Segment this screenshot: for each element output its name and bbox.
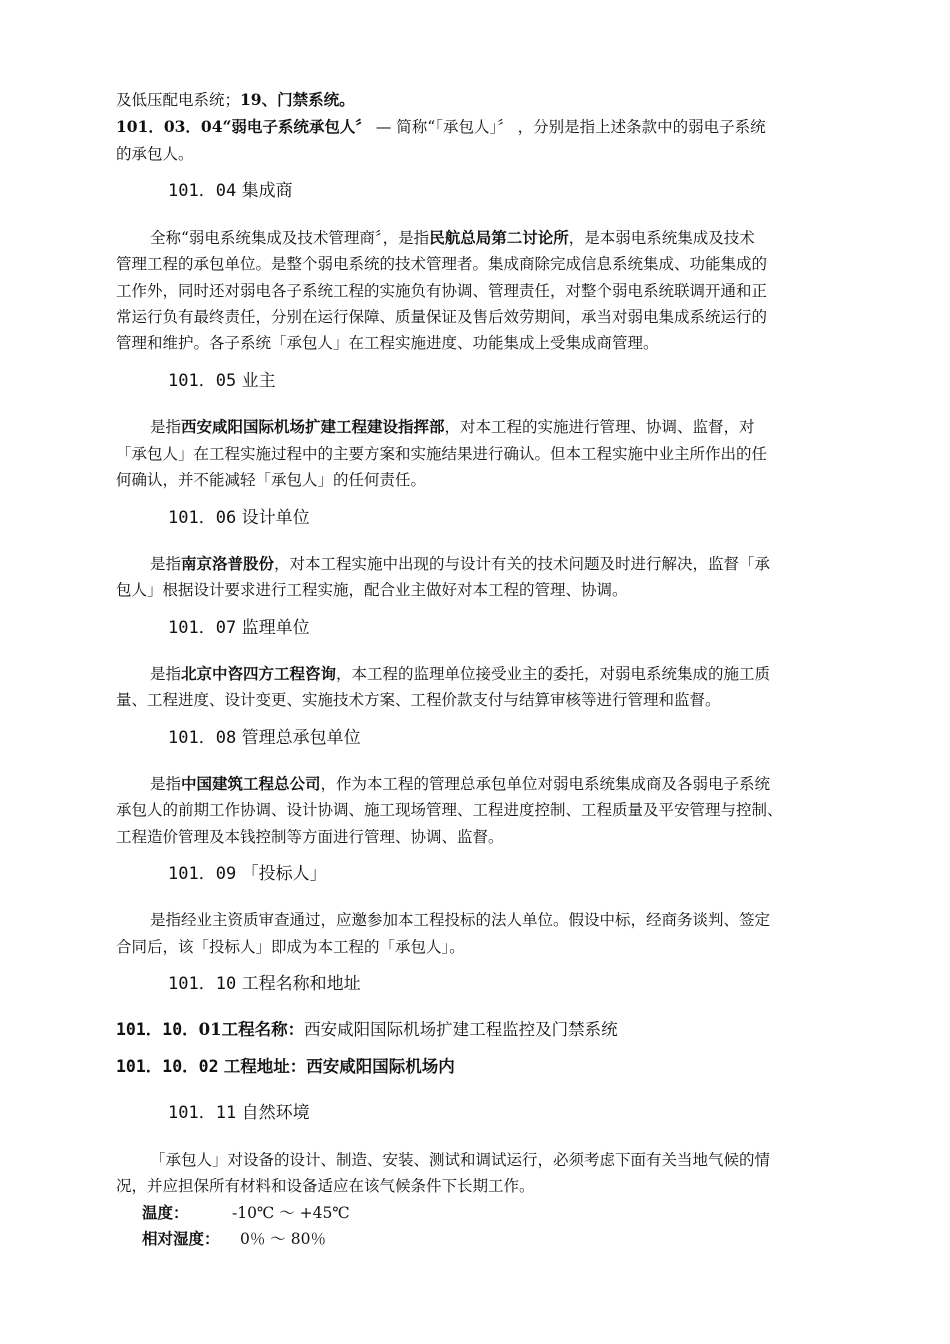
section-number: 101．09 — [168, 864, 237, 884]
paragraph-line: 量、工程进度、设计变更、实施技术方案、工程价款支付与结算审核等进行管理和监督。 — [116, 691, 721, 709]
section-number: 101．10 — [168, 974, 237, 994]
text-segment: 是指 — [150, 775, 182, 793]
section-heading-101-08 — [168, 727, 361, 749]
paragraph-line: 承包人的前期工作协调、设计协调、施工现场管理、工程进度控制、工程质量及平安管理与控制、 — [116, 801, 783, 819]
text-segment: ，作为本工程的管理总承包单位对弱电系统集成商及各弱电子系统 — [320, 775, 771, 793]
text-segment: 全称“弱电系统集成及技术管理商〞，是指 — [150, 229, 430, 247]
text-segment: 是指 — [150, 418, 182, 436]
paragraph-line: 况，并应担保所有材料和设备适应在该气候条件下长期工作。 — [116, 1177, 535, 1195]
organization-name: 民航总局第二讨论所 — [429, 228, 569, 247]
section-title: 工程名称和地址 — [241, 974, 361, 994]
paragraph-line: 「承包人」对设备的设计、制造、安装、测试和调试运行，必须考虑下面有关当地气候的情 — [150, 1151, 771, 1169]
text-segment: ，对本工程实施中出现的与设计有关的技术问题及时进行解决，监督「承 — [274, 555, 771, 573]
text-line — [116, 144, 194, 164]
section-number: 101．08 — [168, 728, 237, 748]
section-heading-101-04 — [168, 180, 293, 202]
field-value: 工程地址：西安咸阳国际机场内 — [223, 1057, 455, 1076]
text-line — [116, 90, 355, 110]
text-segment: ，本工程的监理单位接受业主的委托，对弱电系统集成的施工质 — [336, 665, 771, 683]
section-heading-101-10 — [168, 973, 361, 995]
clause-text: — 简称“「承包人」〞 ，分别是指上述条款中的弱电子系统 — [375, 118, 766, 136]
project-name-line — [116, 1019, 618, 1041]
organization-name: 西安咸阳国际机场扩建工程建设指挥部 — [181, 417, 445, 436]
humidity-value: 0％ ～ 80％ — [240, 1230, 326, 1248]
section-heading-101-09 — [168, 863, 327, 885]
section-number: 101．11 — [168, 1103, 237, 1123]
section-number: 101．04 — [168, 181, 237, 201]
paragraph-line: 工作外，同时还对弱电各子系统工程的实施负有协调、管理责任，对整个弱电系统联调开通和正 — [116, 282, 768, 300]
text-segment: 是指 — [150, 665, 182, 683]
paragraph-line: 管理工程的承包单位。是整个弱电系统的技术管理者。集成商除完成信息系统集成、功能集成的 — [116, 255, 768, 273]
paragraph-line: 包人」根据设计要求进行工程实施，配合业主做好对本工程的管理、协调。 — [116, 581, 628, 599]
paragraph-line — [150, 664, 770, 684]
organization-name: 南京洛普股份 — [181, 554, 275, 573]
section-heading-101-07 — [168, 617, 310, 639]
section-title: 「投标人」 — [241, 864, 327, 884]
text-segment: 的承包人。 — [116, 145, 194, 163]
text-segment-bold: 19、门禁系统。 — [240, 90, 355, 109]
paragraph-line: 合同后，该「投标人」即成为本工程的「承包人」。 — [116, 938, 465, 956]
paragraph-line: 是指经业主资质审查通过，应邀参加本工程投标的法人单位。假设中标，经商务谈判、签定 — [150, 911, 771, 929]
organization-name: 中国建筑工程总公司 — [181, 774, 321, 793]
clause-number: 101．10． — [116, 1020, 199, 1039]
text-segment: 及低压配电系统； — [116, 91, 241, 109]
section-number: 101．05 — [168, 371, 237, 391]
clause-101-03-04 — [116, 117, 766, 137]
text-segment: ，对本工程的实施进行管理、协调、监督，对 — [444, 418, 755, 436]
temperature-value: -10℃ ～ +45℃ — [232, 1204, 350, 1222]
section-title: 集成商 — [241, 181, 293, 201]
paragraph-line — [150, 554, 770, 574]
section-title: 管理总承包单位 — [241, 728, 361, 748]
text-segment: ，是本弱电系统集成及技术 — [568, 229, 755, 247]
paragraph-line: 「承包人」在工程实施过程中的主要方案和实施结果进行确认。但本工程实施中业主所作出的任 — [116, 445, 768, 463]
paragraph-line: 工程造价管理及本钱控制等方面进行管理、协调、监督。 — [116, 828, 504, 846]
paragraph-line: 管理和维护。各子系统「承包人」在工程实施进度、功能集成上受集成商管理。 — [116, 334, 659, 352]
field-label: 01工程名称： — [198, 1020, 305, 1039]
clause-term: 101．03．04“弱电子系统承包人〞 — [116, 117, 371, 136]
section-title: 设计单位 — [241, 508, 310, 528]
text-segment: 是指 — [150, 555, 182, 573]
humidity-label: 相对湿度： — [142, 1229, 220, 1248]
section-heading-101-06 — [168, 507, 310, 529]
paragraph-line — [150, 417, 755, 437]
temperature-label: 温度： — [142, 1203, 189, 1222]
field-value: 西安咸阳国际机场扩建工程监控及门禁系统 — [304, 1020, 618, 1039]
clause-number: 101．10．02 — [116, 1057, 219, 1076]
paragraph-line: 常运行负有最终责任，分别在运行保障、质量保证及售后效劳期间，承当对弱电集成系统运行的 — [116, 308, 768, 326]
section-number: 101．07 — [168, 618, 237, 638]
project-address-line — [116, 1056, 455, 1078]
section-heading-101-11 — [168, 1102, 310, 1124]
paragraph-line: 何确认，并不能减轻「承包人」的任何责任。 — [116, 471, 427, 489]
section-number: 101．06 — [168, 508, 237, 528]
organization-name: 北京中咨四方工程咨询 — [181, 664, 337, 683]
paragraph-line — [150, 774, 770, 794]
paragraph-line — [150, 228, 755, 248]
section-title: 业主 — [241, 371, 276, 391]
section-heading-101-05 — [168, 370, 276, 392]
section-title: 自然环境 — [241, 1103, 310, 1123]
section-title: 监理单位 — [241, 618, 310, 638]
